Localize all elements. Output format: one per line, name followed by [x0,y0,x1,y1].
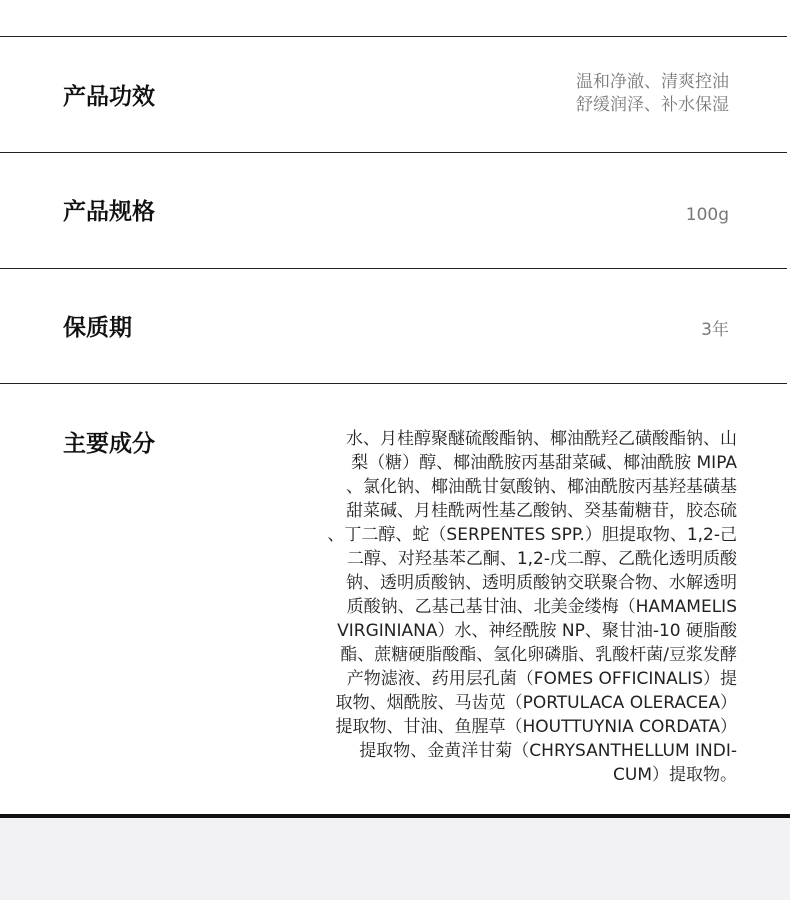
ingredients-line: 产物滤液、药用层孔菌（FOMES OFFICINALIS）提 [346,669,737,689]
ingredients-line: VIRGINIANA）水、神经酰胺 NP、聚甘油-10 硬脂酸 [337,621,737,641]
ingredients-line: 、丁二醇、蛇（SERPENTES SPP.）胆提取物、1,2-己 [327,525,737,545]
ingredients-line: 、氯化钠、椰油酰甘氨酸钠、椰油酰胺丙基羟基磺基 [346,477,737,497]
ingredients-line: 钠、透明质酸钠、透明质酸钠交联聚合物、水解透明 [346,573,737,593]
ingredients-line: 二醇、对羟基苯乙酮、1,2-戊二醇、乙酰化透明质酸 [346,549,737,569]
efficacy-value-line-2: 舒缓润泽、补水保湿 [576,95,729,115]
ingredients-text [266,427,737,787]
shelf-life-value-text: 3年 [701,320,729,340]
shelf-life-label: 保质期 [63,315,132,341]
shelf-life-value [701,319,729,342]
ingredients-line: 提取物、金黄洋甘菊（CHRYSANTHELLUM INDI- [359,741,737,761]
ingredients-line: 梨（糖）醇、椰油酰胺丙基甜菜碱、椰油酰胺 MIPA [351,453,737,473]
spec-value [686,204,729,227]
ingredients-line: 取物、烟酰胺、马齿苋（PORTULACA OLERACEA） [335,693,737,713]
ingredients-line: 甜菜碱、月桂酰两性基乙酸钠、癸基葡糖苷，胶态硫 [346,501,737,521]
ingredients-line: 水、月桂醇聚醚硫酸酯钠、椰油酰羟乙磺酸酯钠、山 [346,429,737,449]
efficacy-value [576,71,729,117]
spec-label: 产品规格 [63,199,155,225]
ingredients-label: 主要成分 [63,431,155,457]
efficacy-value-line-1: 温和净澈、清爽控油 [576,72,729,92]
spec-value-text: 100g [685,205,729,225]
ingredients-line: 酯、蔗糖硬脂酸酯、氢化卵磷脂、乳酸杆菌/豆浆发酵 [340,645,737,665]
efficacy-label: 产品功效 [63,84,155,110]
divider-top [0,36,787,37]
divider-3 [0,383,787,384]
divider-1 [0,152,787,153]
divider-2 [0,268,787,269]
footer-background [0,818,790,900]
ingredients-line: CUM）提取物。 [613,765,737,785]
ingredients-line: 质酸钠、乙基己基甘油、北美金缕梅（HAMAMELIS [346,597,737,617]
ingredients-line: 提取物、甘油、鱼腥草（HOUTTUYNIA CORDATA） [335,717,737,737]
